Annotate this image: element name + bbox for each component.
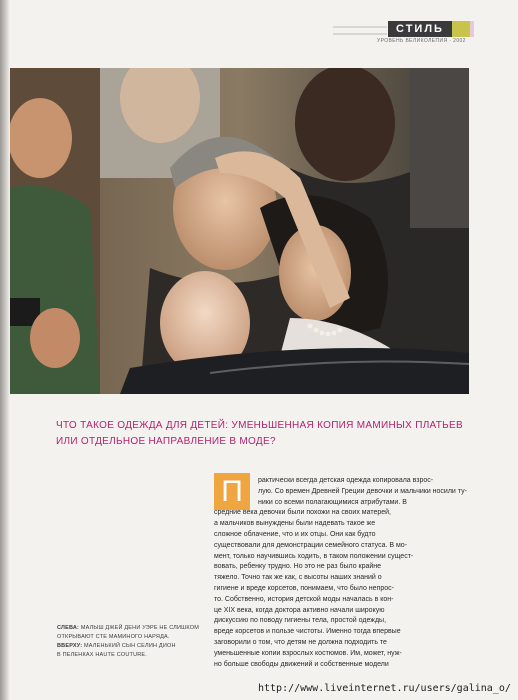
main-photo <box>10 68 469 394</box>
body-line: средние века девочки были похожи на своих матерей, <box>214 509 392 517</box>
caption-text: ОТКРЫВАЮТ СТЕ МАМИНОГО НАРЯДА. <box>57 634 170 640</box>
body-line: вовать, ребенку трудно. Но это не раз было крайне <box>214 563 382 571</box>
body-line: уменьшенные копии взрослых костюмов. Им, может, нуж- <box>214 649 402 657</box>
article-body <box>214 476 471 670</box>
caption-text: В ПЕЛЕНКАХ HAUTE COUTURE. <box>57 652 148 658</box>
article-subtitle: ЧТО ТАКОЕ ОДЕЖДА ДЛЯ ДЕТЕЙ: УМЕНЬШЕННАЯ КОПИЯ МАМИНЫХ ПЛАТЬЕВ ИЛИ ОТДЕЛЬНОЕ НАПРАВЛЕНИЕ В МОДЕ? <box>56 420 463 447</box>
body-line: гигиене и вреде корсетов, понимаем, что было непрос- <box>214 584 394 592</box>
body-line: мент, только научившись ходить, в таком положении сущест- <box>214 552 414 560</box>
header-subtitle: УРОВЕНЬ ВЕЛИКОЛЕПИЯ · 2002 <box>377 38 466 44</box>
caption-line <box>57 642 207 651</box>
caption-label-top: ВВЕРХУ: <box>57 643 83 649</box>
watermark-url: http://www.liveinternet.ru/users/galina_o/ <box>258 683 511 694</box>
photo-caption <box>57 624 207 660</box>
body-line: но больше свободы движений и собственные модели <box>214 660 389 668</box>
body-line: дискуссию по поводу гигиены тела, простой одежды, <box>214 617 387 625</box>
body-line: заговорили о том, что детям не должна подходить те <box>214 638 387 646</box>
caption-text: МАЛЫШ ДЖЕЙ ДЕНИ УЭРЕ НЕ СЛИШКОМ <box>80 625 199 631</box>
drop-cap: П <box>214 473 250 510</box>
body-line: существовали для демонстрации семейного статуса. В мо- <box>214 541 408 549</box>
caption-line <box>57 624 207 633</box>
brand-accent-block-pink <box>470 21 474 37</box>
caption-label-left: СЛЕВА: <box>57 625 80 631</box>
body-line: сложное облачение, что и их отцы. Они как будто <box>214 530 376 538</box>
body-line: то. Собственно, история детской моды началась в кон- <box>214 595 394 603</box>
caption-text: МАЛЕНЬКИЙ СЫН СЕЛИН ДИОН <box>84 643 176 649</box>
brand-accent-block <box>452 21 470 37</box>
body-line: це XIX века, когда доктора активно начали широкую <box>214 606 385 614</box>
body-line: вреде корсетов и пользе чистоты. Именно тогда впервые <box>214 628 401 636</box>
body-line: рактически всегда детская одежда копировала взрос- <box>258 477 434 484</box>
body-line: лую. Со времен Древней Греции девочки и мальчики носили ту- <box>258 487 467 495</box>
body-line: ники со всеми полагающимися атрибутами. В <box>258 498 407 506</box>
body-line: а мальчиков вынуждены были надевать такое же <box>214 520 376 528</box>
page-spine-shadow <box>0 0 10 700</box>
body-line: тяжело. Точно так же как, с высоты наших знаний о <box>214 574 382 582</box>
section-brand-label: СТИЛЬ <box>388 21 452 37</box>
photo-image-icon <box>10 68 469 394</box>
